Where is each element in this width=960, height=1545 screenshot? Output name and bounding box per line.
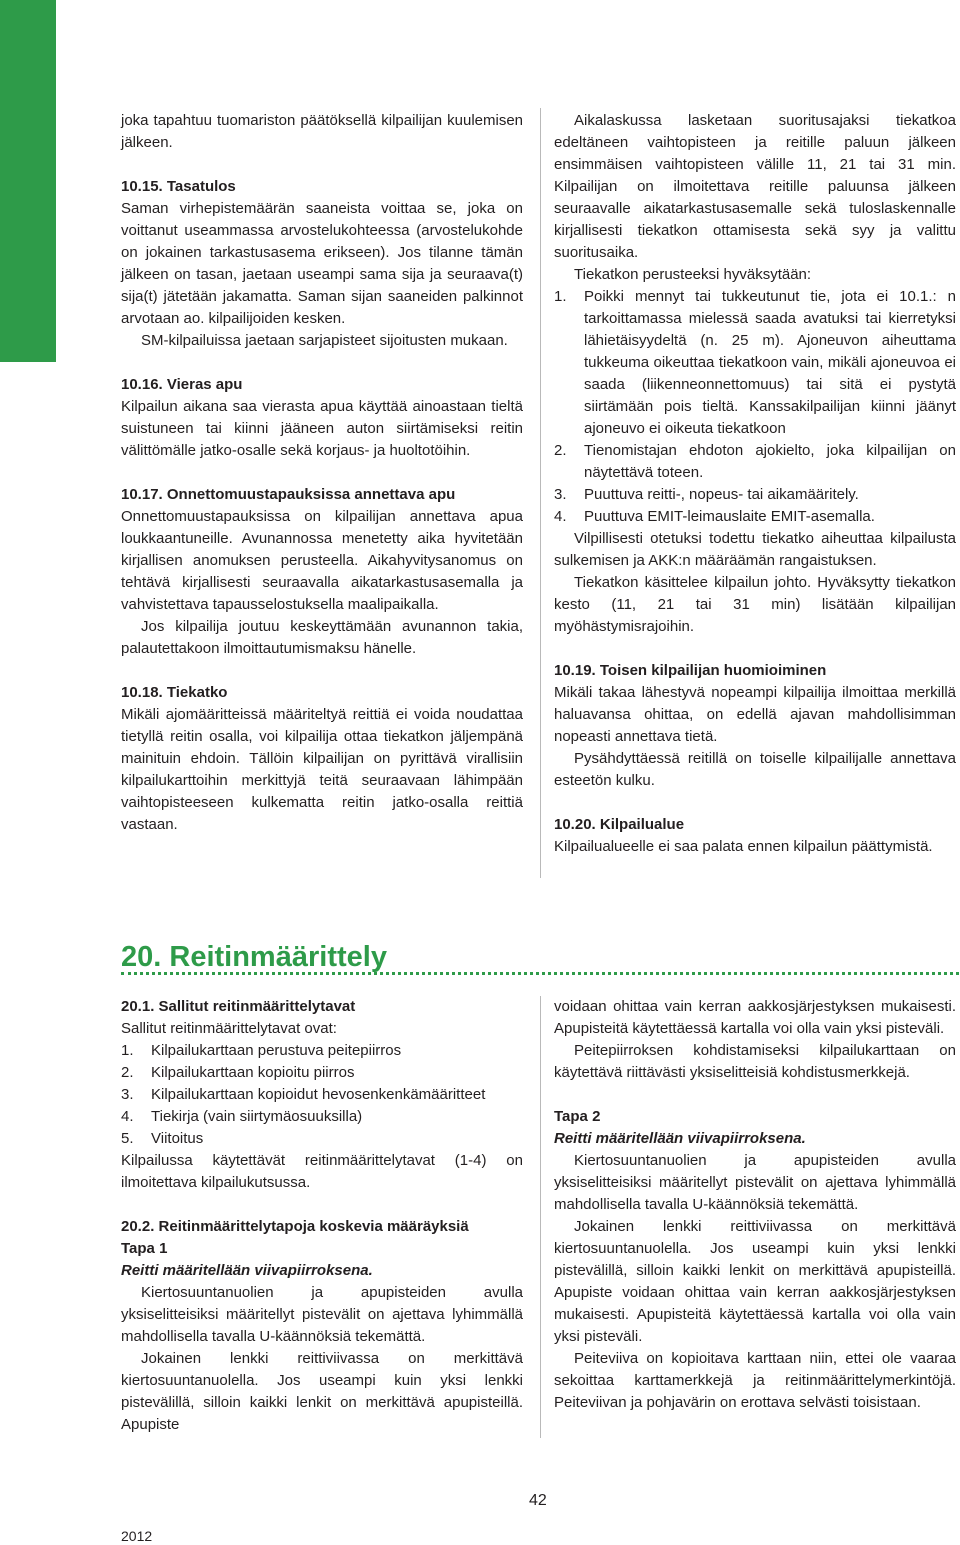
chapter-title: 20. Reitinmäärittely <box>121 941 387 973</box>
section-10-17-paragraph-1: Onnettomuustapauksissa on kilpailijan annettava apua loukkaantuneille. Avunannossa menetetty aika hyvitetään kirjallisen anomuksen perusteella. Aikahyvitysanomus on tehtävä kirjallisesti seuraavalla aikatarkastusasemalla ja vahvistettava tapausselostuksella maalipaikalla. <box>121 508 523 613</box>
list-item-number: 4. <box>554 508 567 525</box>
list-item-text: Kilpailukarttaan kopioidut hevosenkenkämääritteet <box>151 1086 486 1103</box>
tapa-1-subtitle: Reitti määritellään viivapiirroksena. <box>121 1262 373 1279</box>
tapa-2-subtitle: Reitti määritellään viivapiirroksena. <box>554 1130 806 1147</box>
tapa-2-heading: Tapa 2 <box>554 1108 601 1125</box>
list-item <box>121 1128 523 1150</box>
bottom-left-column <box>121 996 523 1436</box>
column-divider-bottom <box>540 996 541 1438</box>
list-item-text: Viitoitus <box>151 1130 204 1147</box>
list-item <box>554 440 956 484</box>
list-item <box>121 1040 523 1062</box>
tiekatko-paragraph-3: Tiekatkon käsittelee kilpailun johto. Hyväksytty tiekatkon kesto (11, 21 tai 31 min) lisätään kilpailijan myöhästymisrajoihin. <box>554 574 956 635</box>
section-10-15-heading: 10.15. Tasatulos <box>121 178 236 195</box>
section-10-19-heading: 10.19. Toisen kilpailijan huomioiminen <box>554 662 827 679</box>
section-10-15-paragraph-2: SM-kilpailuissa jaetaan sarjapisteet sijoitusten mukaan. <box>141 332 508 349</box>
tiekatko-paragraph-1: Aikalaskussa lasketaan suoritusajaksi tiekatkoa edeltäneen vaihtopisteen ja reitille paluun jälkeen ensimmäisen vaihtopisteen välille 11, 21 tai 31 min. Kilpailijan on ilmoitettava reitille paluunsa jälkeen seuraavalle aikatarkastusasemalle sekä tuloslaskennalle kirjallisesti tiekatkon ottamisesta sekä syy ja valittu suoritusaika. <box>554 112 956 261</box>
list-item-number: 2. <box>121 1064 134 1081</box>
list-item-number: 4. <box>121 1108 134 1125</box>
tapa-2-paragraph-1: Kiertosuuntanuolien ja apupisteiden avulla yksiselitteisiksi määritellyt pistevälit on ajettava lyhimmällä mahdollisella tavalla U-käännöksiä tekemättä. <box>554 1152 956 1213</box>
section-10-17-paragraph-2: Jos kilpailija joutuu keskeyttämään avunannon takia, palautettakoon ilmoittautumismaksu hänelle. <box>121 618 523 657</box>
list-item-number: 1. <box>121 1042 134 1059</box>
tapa-1-paragraph-2: Jokainen lenkki reittiviivassa on merkittävä kiertosuuntanuolella. Jos useampi kuin yksi lenkki pistevälillä, silloin kaikki lenkit on merkittävä apupisteillä. Apupiste <box>121 1350 523 1433</box>
tapa-2-paragraph-3: Peiteviiva on kopioitava karttaan niin, ettei ole vaaraa sekoittaa karttamerkkejä ja reitinmäärittelymerkintöjä. Peiteviivan ja pohjavärin on erottava selvästi toisistaan. <box>554 1350 956 1411</box>
tapa-1-heading: Tapa 1 <box>121 1240 168 1257</box>
section-20-1-intro: Sallitut reitinmäärittelytavat ovat: <box>121 1020 337 1037</box>
list-item-number: 3. <box>554 486 567 503</box>
footer-year: 2012 <box>121 1528 153 1544</box>
list-item-text: Poikki mennyt tai tukkeutunut tie, jota ei 10.1.: n tarkoittamassa mielessä saada avatuksi tai kierretyksi lähietäisyydeltä (n. 25 m). Ajoneuvon aiheuttama tukkeuma oikeuttaa tiekatkoon vain, mikäli ajoneuvoa ei saada (liikenneonnettomuus) tai sitä ei pystytä siirtämään pois tieltä. Kanssakilpailijan kiinni jäänyt ajoneuvo ei oikeuta tiekatkoon <box>584 288 956 437</box>
list-item-number: 2. <box>554 442 567 459</box>
section-10-19-paragraph-1: Mikäli takaa lähestyvä nopeampi kilpailija ilmoittaa merkillä haluavansa ohittaa, on edellä ajavan mahdollisimman nopeasti annettava tietä. <box>554 684 956 745</box>
top-left-column <box>121 110 523 836</box>
section-10-16-heading: 10.16. Vieras apu <box>121 376 243 393</box>
intro-paragraph: joka tapahtuu tuomariston päätöksellä kilpailijan kuulemisen jälkeen. <box>121 112 523 151</box>
tiekatko-list-intro: Tiekatkon perusteeksi hyväksytään: <box>574 266 812 283</box>
list-item-text: Puuttuva reitti-, nopeus- tai aikamääritely. <box>584 486 859 503</box>
list-item <box>121 1106 523 1128</box>
section-20-1-heading: 20.1. Sallitut reitinmäärittelytavat <box>121 998 356 1015</box>
section-20-1-paragraph-2: Kilpailussa käytettävät reitinmäärittelytavat (1-4) on ilmoitettava kilpailukutsussa. <box>121 1152 523 1191</box>
list-item-text: Kilpailukarttaan kopioitu piirros <box>151 1064 355 1081</box>
bottom-right-column <box>554 996 956 1414</box>
section-10-20-heading: 10.20. Kilpailualue <box>554 816 685 833</box>
section-10-17-heading: 10.17. Onnettomuustapauksissa annettava apu <box>121 486 456 503</box>
list-item-number: 1. <box>554 288 567 305</box>
tapa-1-paragraph-2-continued: voidaan ohittaa vain kerran aakkosjärjestyksen mukaisesti. Apupisteitä käytettäessä kartalla voi olla vain yksi pisteväli. <box>554 998 956 1037</box>
section-10-20-paragraph-1: Kilpailualueelle ei saa palata ennen kilpailun päättymistä. <box>554 838 933 855</box>
list-item-text: Tiekirja (vain siirtymäosuuksilla) <box>151 1108 363 1125</box>
list-item-text: Tienomistajan ehdoton ajokielto, joka kilpailijan on näytettävä toteen. <box>584 442 956 481</box>
tiekatko-paragraph-2: Vilpillisesti otetuksi todettu tiekatko aiheuttaa kilpailusta sulkemisen ja AKK:n määräämän rangaistuksen. <box>554 530 956 569</box>
list-item-number: 3. <box>121 1086 134 1103</box>
page-number: 42 <box>529 1492 547 1509</box>
section-10-19-paragraph-2: Pysähdyttäessä reitillä on toiselle kilpailijalle annettava esteetön kulku. <box>554 750 956 789</box>
list-item-text: Kilpailukarttaan perustuva peitepiirros <box>151 1042 402 1059</box>
list-item-number: 5. <box>121 1130 134 1147</box>
column-divider-top <box>540 108 541 878</box>
section-10-18-paragraph-1: Mikäli ajomääritteissä määriteltyä reittiä ei voida noudattaa tietyllä reitin osalla, voi kilpailija ottaa tiekatkon jäljempänä mainituin ehdoin. Tällöin kilpailijan on pyrittävä virallisiin kilpailukarttoihin merkittyjä teitä seuraavaan lähimpään vaihtopisteeseen kulkematta reitin jatko-osalla reittiä vastaan. <box>121 706 523 833</box>
list-item <box>121 1062 523 1084</box>
list-item <box>554 484 956 506</box>
list-item <box>554 286 956 440</box>
tapa-2-paragraph-2: Jokainen lenkki reittiviivassa on merkittävä kiertosuuntanuolella. Jos useampi kuin yksi lenkki pistevälillä, silloin kaikki lenkit on merkittävä apupisteillä. Apupiste voidaan ohittaa vain kerran aakkosjärjestyksen mukaisesti. Apupisteitä käytettäessä kartalla voi olla vain yksi pisteväli. <box>554 1218 956 1345</box>
section-10-16-paragraph-1: Kilpailun aikana saa vierasta apua käyttää ainoastaan tieltä suistuneen tai kiinni jääneen auton siirtämiseksi reitin välittömälle jatko-osalle sekä korjaus- ja huoltotöihin. <box>121 398 523 459</box>
section-10-18-heading: 10.18. Tiekatko <box>121 684 228 701</box>
chapter-title-dotted-rule <box>121 972 959 975</box>
tapa-1-paragraph-3: Peitepiirroksen kohdistamiseksi kilpailukarttaan on käytettävä riittävästi yksiselitteisiä kohdistusmerkkejä. <box>554 1042 956 1081</box>
top-right-column <box>554 110 956 858</box>
tapa-1-paragraph-1: Kiertosuuntanuolien ja apupisteiden avulla yksiselitteisiksi määritellyt pistevälit on ajettava lyhimmällä mahdollisella tavalla U-käännöksiä tekemättä. <box>121 1284 523 1345</box>
list-item <box>554 506 956 528</box>
list-item <box>121 1084 523 1106</box>
section-10-15-paragraph-1: Saman virhepistemäärän saaneista voittaa se, joka on voittanut useammassa arvostelukohteessa (arvostelukohde on jokainen tarkastusasema erikseen). Jos tilanne tämän jälkeen on tasan, jaetaan useampi sama sija ja seuraava(t) sija(t) jätetään jakamatta. Saman sijan saaneiden palkinnot arvotaan ao. kilpailijoiden kesken. <box>121 200 523 327</box>
green-edge-tab <box>0 0 56 362</box>
list-item-text: Puuttuva EMIT-leimauslaite EMIT-asemalla. <box>584 508 875 525</box>
section-20-2-heading: 20.2. Reitinmäärittelytapoja koskevia määräyksiä <box>121 1218 469 1235</box>
